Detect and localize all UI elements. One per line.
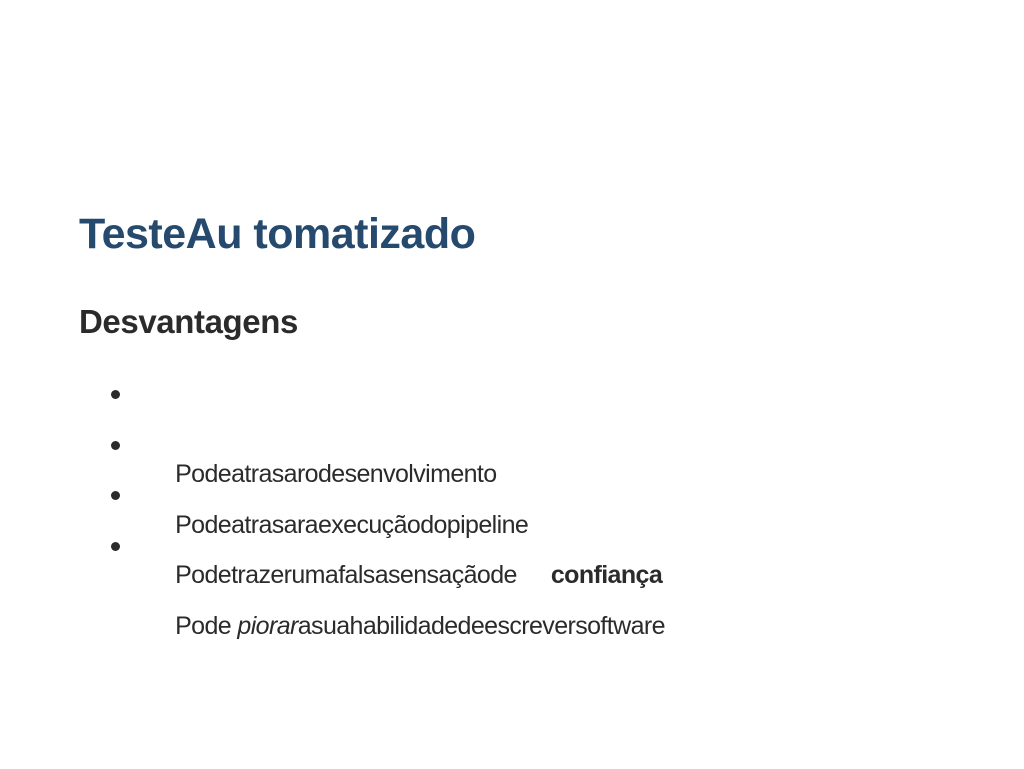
- bullet-text: Podetrazerumafalsasensaçãode: [175, 561, 517, 589]
- slide-title: TesteAu tomatizado: [79, 210, 476, 258]
- bullet-item: [79, 374, 665, 488]
- bullet-item: [79, 425, 665, 539]
- bullet-icon: [111, 542, 120, 551]
- bullet-item: [79, 526, 665, 640]
- bullet-text: Pode: [175, 611, 238, 640]
- bullet-icon: [111, 441, 120, 450]
- bullet-item: [79, 475, 665, 589]
- bullet-icon: [111, 390, 120, 399]
- bullet-text: Podeatrasarodesenvolvimento: [175, 460, 497, 488]
- slide: [79, 0, 1024, 769]
- section-heading: Desvantagens: [79, 303, 298, 340]
- bullet-text: Podeatrasaraexecuçãodopipeline: [175, 510, 529, 539]
- bullet-italic-text: piorar: [237, 611, 298, 640]
- bullet-icon: [111, 491, 120, 500]
- bullet-bold-text: confiança: [550, 561, 663, 589]
- bullet-text-rest: asuahabilidadedeescreversoftware: [297, 611, 665, 640]
- bullet-list: [79, 374, 665, 640]
